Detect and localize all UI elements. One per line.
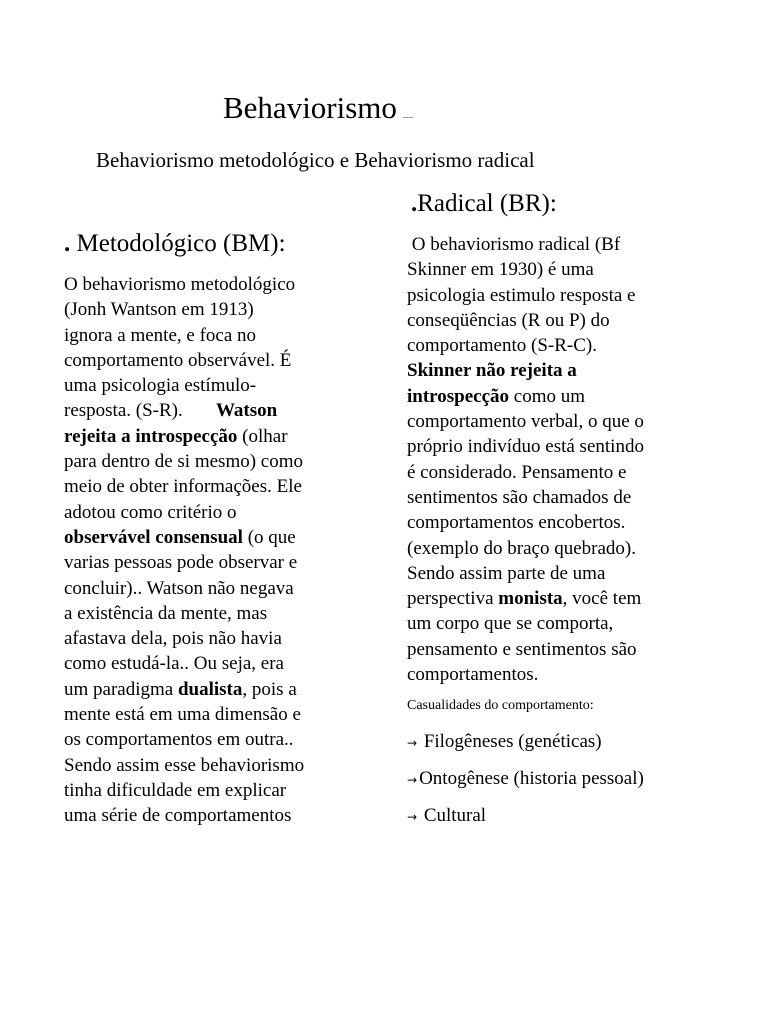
text-line: comportamentos. (407, 664, 539, 686)
list-item (407, 766, 644, 792)
text-line: pensamento e sentimentos são (407, 638, 637, 660)
causality-title: Casualidades do comportamento: (407, 698, 594, 713)
text-line: é considerado. Pensamento e (407, 461, 627, 483)
text-line: (exemplo do braço quebrado). (407, 537, 636, 559)
bold-term: dualista (177, 678, 243, 700)
heading-text: Metodológico (BM): (70, 230, 286, 257)
title-suffix: ..... (402, 111, 413, 120)
bold-term: monista (498, 588, 563, 610)
text-line: Skinner em 1930) é uma (407, 259, 594, 281)
text-line: observável consensual (o que (64, 526, 296, 548)
heading-bullet: . (411, 190, 418, 217)
text-line: (Jonh Wantson em 1913) (64, 299, 254, 321)
text-line: afastava dela, pois não havia (64, 628, 282, 650)
bold-term: Skinner não rejeita a (407, 360, 577, 382)
radical-paragraph (407, 232, 644, 687)
text-line: ignora a mente, e foca no (64, 324, 257, 346)
bold-term: Watson (215, 400, 278, 422)
arrow-right-icon: → (407, 773, 418, 787)
bold-term: introspecção (407, 385, 510, 407)
text-line: Sendo assim esse behaviorismo (64, 754, 305, 776)
list-item-label: Filogêneses (genéticas) (423, 731, 602, 752)
text-line: para dentro de si mesmo) como (64, 451, 304, 473)
text-line: O behaviorismo radical (Bf (407, 234, 621, 255)
text-line: um paradigma dualista, pois a (64, 678, 297, 700)
text-line: introspecção como um (407, 385, 586, 407)
text-line: meio de obter informações. Ele (64, 476, 302, 498)
text-line: varias pessoas pode observar e (64, 552, 298, 574)
text-line: rejeita a introspecção (olhar (64, 425, 288, 447)
text-line: conseqüências (R ou P) do (407, 309, 610, 331)
text-line: comportamento (S-R-C). (407, 335, 597, 357)
text-line: um corpo que se comporta, (407, 613, 614, 635)
methodological-heading (64, 228, 286, 260)
text-line: comportamentos encobertos. (407, 512, 626, 534)
heading-text: Radical (BR): (417, 190, 557, 217)
text-line: adotou como critério o (64, 501, 237, 523)
list-item-label: Cultural (423, 805, 487, 826)
arrow-right-icon: → (407, 736, 418, 750)
list-item (407, 729, 644, 755)
radical-heading (411, 188, 557, 220)
text-line: mente está em uma dimensão e (64, 704, 301, 726)
text-line: como estudá-la.. Ou seja, era (64, 653, 284, 675)
bold-term: observável consensual (64, 526, 243, 548)
text-line: a existência da mente, mas (64, 602, 268, 624)
text-line: comportamento verbal, o que o (407, 411, 644, 433)
title-text: Behaviorismo (223, 90, 397, 125)
list-item-label: Ontogênese (historia pessoal) (419, 768, 644, 789)
causality-list (407, 729, 644, 840)
heading-bullet: . (64, 230, 71, 257)
text-line: os comportamentos em outra.. (64, 729, 294, 751)
text-line: concluir).. Watson não negava (64, 577, 294, 599)
text-line: psicologia estimulo resposta e (407, 284, 636, 306)
text-line: uma psicologia estímulo- (64, 375, 257, 397)
document-subtitle: Behaviorismo metodológico e Behaviorismo radical (96, 148, 535, 172)
list-item (407, 803, 644, 829)
methodological-paragraph (64, 272, 304, 829)
arrow-right-icon: → (407, 810, 418, 824)
text-line: resposta. (S-R). Watson (64, 400, 278, 422)
text-line: perspectiva monista, você tem (407, 588, 642, 610)
text-line: próprio indivíduo está sentindo (407, 436, 644, 458)
document-title (223, 90, 413, 134)
text-line: uma série de comportamentos (64, 805, 292, 827)
text-line: Sendo assim parte de uma (407, 562, 606, 584)
text-line: tinha dificuldade em explicar (64, 779, 287, 801)
text-line: sentimentos são chamados de (407, 486, 632, 508)
text-line: comportamento observável. É (64, 349, 292, 371)
text-line: O behaviorismo metodológico (64, 274, 296, 295)
bold-term: rejeita a introspecção (64, 425, 238, 447)
text-line (407, 358, 644, 383)
